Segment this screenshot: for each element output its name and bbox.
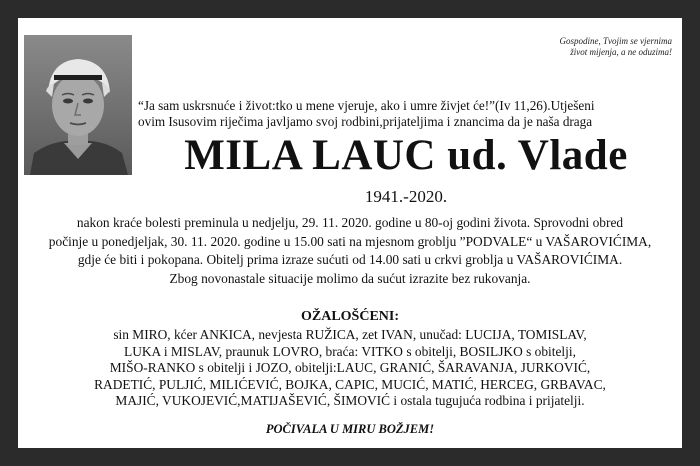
- mourners-heading: OŽALOŠĆENI:: [300, 309, 400, 324]
- mourners-line-3: MIŠO-RANKO s obitelji i JOZO, obitelji:LAUC, GRANIĆ, ŠARAVANJA, JURKOVIĆ,: [109, 360, 591, 376]
- announcement-line-3: gdje će biti i pokopana. Obitelj prima izraze sućuti od 14.00 sati u crkvi groblja u VAŠAROVIĆIMA.: [77, 252, 623, 267]
- mourners-line-1: sin MIRO, kćer ANKICA, nevjesta RUŽICA, zet IVAN, unučad: LUCIJA, TOMISLAV,: [113, 327, 587, 342]
- announcement-text: [18, 214, 682, 288]
- epigraph-line-1: Gospodine, Tvojim se vjernima: [559, 36, 672, 46]
- mourners-line-5: MAJIĆ, VUKOJEVIĆ,MATIJAŠEVIĆ, ŠIMOVIĆ i ostala tugujuća rodbina i prijatelji.: [115, 393, 585, 409]
- mourners-line-4: RADETIĆ, PULJIĆ, MILIĆEVIĆ, BOJKA, CAPIC, MUCIĆ, MATIĆ, HERCEG, GRBAVAC,: [94, 376, 606, 392]
- mourners-list: [18, 327, 682, 410]
- epigraph-line-2: život mijenja, a ne oduzima!: [570, 47, 672, 57]
- quote-line-1: “Ja sam uskrsnuće i život:tko u mene vjeruje, ako i umre živjet će!”(Iv 11,26).Utješeni: [138, 98, 595, 113]
- announcement-line-2: počinje u ponedjeljak, 30. 11. 2020. godine u 15.00 sati na mjesnom groblju ”PODVALE“ u VAŠAROVIĆIMA,: [48, 233, 652, 249]
- life-years: 1941.-2020.: [364, 187, 448, 206]
- closing-blessing: POČIVALA U MIRU BOŽJEM!: [265, 422, 435, 436]
- portrait-image: [24, 35, 132, 175]
- epigraph: [522, 36, 672, 58]
- obituary-card: [18, 18, 682, 448]
- mourners-line-2: LUKA i MISLAV, praunuk LOVRO, braća: VITKO s obitelji, BOSILJKO s obitelji,: [124, 343, 576, 359]
- portrait-photo: [24, 35, 132, 175]
- announcement-line-4: Zbog novonastale situacije molimo da sućut izrazite bez rukovanja.: [169, 270, 531, 286]
- bible-quote: [138, 98, 674, 130]
- announcement-line-1: nakon kraće bolesti preminula u nedjelju, 29. 11. 2020. godine u 80-oj godini života. Sprovodni obred: [76, 215, 624, 230]
- deceased-name: MILA LAUC ud. Vlade: [184, 132, 628, 179]
- quote-line-2: ovim Isusovim riječima javljamo svoj rodbini,prijateljima i znancima da je naša draga: [138, 114, 593, 129]
